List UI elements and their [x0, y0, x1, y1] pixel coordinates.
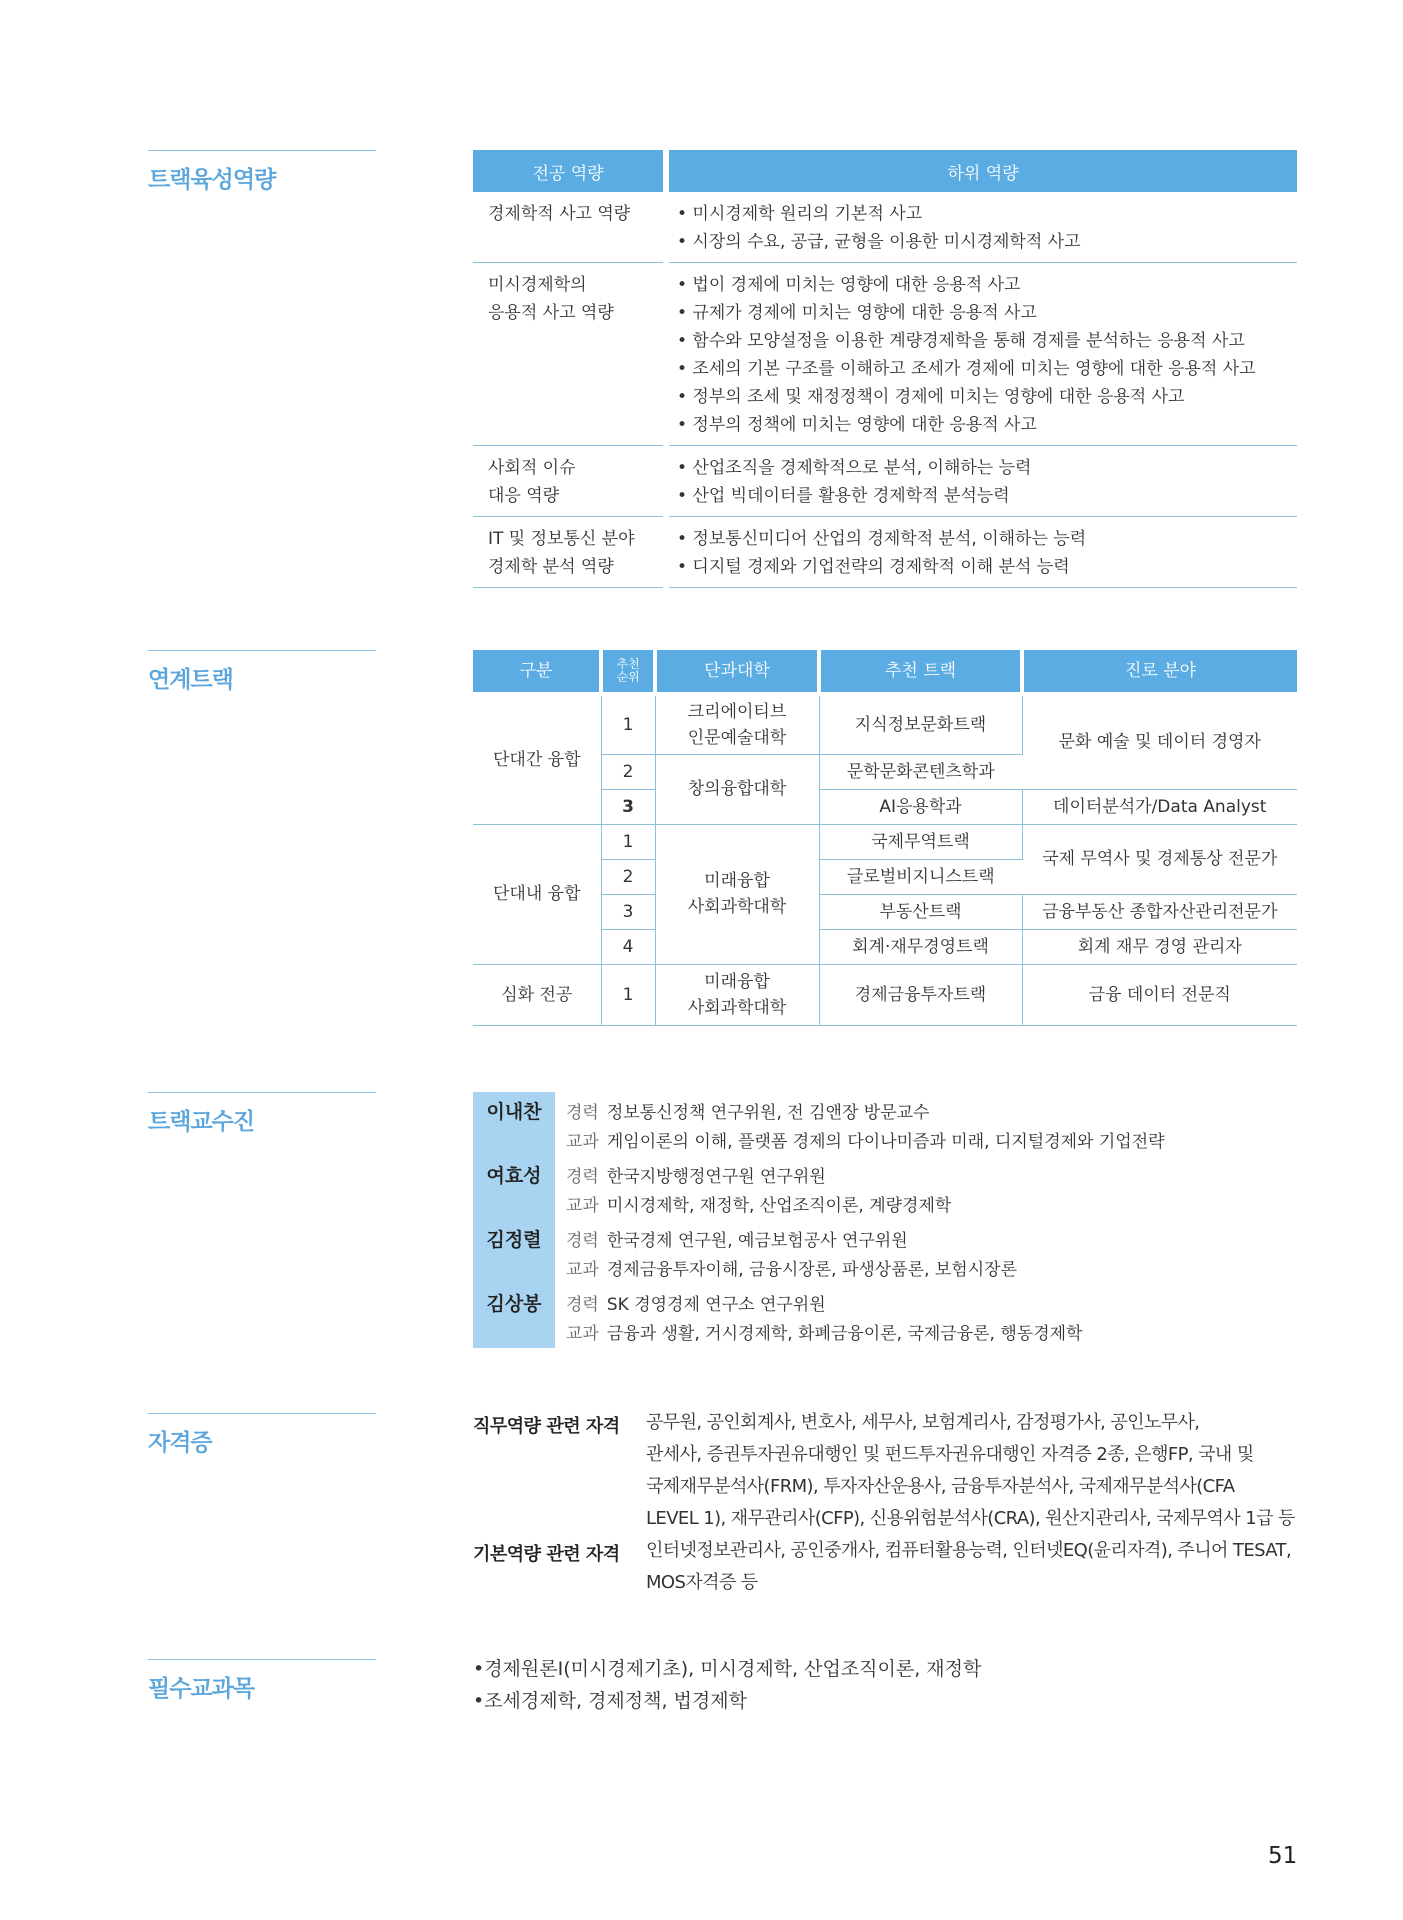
- competency-table: [473, 150, 1297, 588]
- job-certificate-label: 직무역량 관련 자격: [473, 1416, 620, 1437]
- faculty-courses: 교과 게임이론의 이해, 플랫폼 경제의 다이나미즘과 미래, 디지털경제와 기업전략: [566, 1132, 1165, 1152]
- sub-competency: • 함수와 모양설정을 이용한 계량경제학을 통해 경제를 분석하는 응용적 사고: [677, 331, 1245, 351]
- faculty-name: 이내찬: [486, 1101, 542, 1123]
- sub-competency: • 법이 경제에 미치는 영향에 대한 응용적 사고: [677, 275, 1021, 295]
- basic-certificate-label: 기본역량 관련 자격: [473, 1544, 620, 1565]
- table-row: [473, 517, 1297, 588]
- rank-cell: 4: [601, 929, 655, 964]
- faculty-career: 경력 한국경제 연구원, 예금보험공사 연구위원: [566, 1231, 908, 1251]
- list-item: •경제원론Ⅰ(미시경제기초), 미시경제학, 산업조직이론, 재정학: [473, 1658, 982, 1680]
- faculty-career: 경력 한국지방행정연구원 연구위원: [566, 1167, 826, 1187]
- faculty-courses: 교과 경제금융투자이해, 금융시장론, 파생상품론, 보험시장론: [566, 1260, 1017, 1280]
- track-cell: 문학문화콘텐츠학과: [819, 754, 1022, 789]
- rank-cell: 3: [601, 789, 655, 824]
- track-cell: 글로벌비지니스트랙: [819, 859, 1022, 894]
- faculty-name: 김상봉: [486, 1293, 542, 1315]
- sub-competency: • 미시경제학 원리의 기본적 사고: [677, 204, 923, 224]
- sub-competency: • 산업조직을 경제학적으로 분석, 이해하는 능력: [677, 458, 1032, 478]
- major-competency: 미시경제학의: [488, 275, 587, 295]
- career-cell: 데이터분석가/Data Analyst: [1022, 789, 1297, 824]
- major-competency: 경제학적 사고 역량: [488, 204, 631, 224]
- table-row: [473, 694, 1297, 754]
- major-competency: 경제학 분석 역량: [488, 557, 614, 577]
- linked-track-table: [473, 650, 1297, 1026]
- required-courses: [473, 1653, 981, 1717]
- basic-certificate-list: 인터넷정보관리사, 공인중개사, 컴퓨터활용능력, 인터넷EQ(윤리자격), 주니어 TESAT, MOS자격증 등: [646, 1540, 1292, 1593]
- college-cell: 크리에이티브 인문예술대학: [655, 694, 819, 754]
- career-cell: 금융부동산 종합자산관리전문가: [1022, 894, 1297, 929]
- table-row: [473, 446, 1297, 517]
- sub-competency: • 디지털 경제와 기업전략의 경제학적 이해 분석 능력: [677, 557, 1070, 577]
- header-rank: 추천 순위: [601, 650, 655, 694]
- track-cell: 국제무역트랙: [819, 824, 1022, 859]
- rank-cell: 2: [601, 754, 655, 789]
- track-cell: 경제금융투자트랙: [819, 964, 1022, 1025]
- career-cell: 국제 무역사 및 경제통상 전문가: [1022, 824, 1297, 894]
- faculty-career: 경력 SK 경영경제 연구소 연구위원: [566, 1295, 826, 1315]
- table-row: [473, 824, 1297, 859]
- table-row: [473, 964, 1297, 1025]
- rank-cell: 1: [601, 694, 655, 754]
- faculty-career: 경력 정보통신정책 연구위원, 전 김앤장 방문교수: [566, 1103, 930, 1123]
- rank-cell: 1: [601, 964, 655, 1025]
- faculty-courses: 교과 금융과 생활, 거시경제학, 화폐금융이론, 국제금융론, 행동경제학: [566, 1324, 1083, 1344]
- section-heading-competency: 트랙육성역량: [148, 150, 376, 194]
- header-track: 추천 트랙: [819, 650, 1022, 694]
- header-major-competency: 전공 역량: [473, 150, 666, 192]
- college-cell: 미래융합 사회과학대학: [655, 824, 819, 964]
- sub-competency: • 정보통신미디어 산업의 경제학적 분석, 이해하는 능력: [677, 529, 1087, 549]
- career-cell: 금융 데이터 전문직: [1022, 964, 1297, 1025]
- header-career: 진로 분야: [1022, 650, 1297, 694]
- sub-competency: • 산업 빅데이터를 활용한 경제학적 분석능력: [677, 486, 1010, 506]
- job-certificate-list: 공무원, 공인회계사, 변호사, 세무사, 보험계리사, 감정평가사, 공인노무사, 관세사, 증권투자권유대행인 및 펀드투자권유대행인 자격증 2종, 은행FP, 국내 및 국제재무분석사(FRM), 투자자산운용사, 금융투자분석사, 국제재무분석사(CFA LEVEL 1), 재무관리사(CFP), 신용위험분석사(CRA), 원산지관리사, 국제무역사 1급 등: [646, 1412, 1295, 1529]
- list-item: •조세경제학, 경제정책, 법경제학: [473, 1690, 747, 1712]
- rank-cell: 2: [601, 859, 655, 894]
- faculty-name: 김정렬: [486, 1229, 542, 1251]
- career-cell: 회계 재무 경영 관리자: [1022, 929, 1297, 964]
- track-cell: AI응용학과: [819, 789, 1022, 824]
- career-cell: 문화 예술 및 데이터 경영자: [1022, 694, 1297, 789]
- category-cell: 단대내 융합: [473, 824, 601, 964]
- major-competency: 대응 역량: [488, 486, 560, 506]
- college-cell: 창의융합대학: [655, 754, 819, 824]
- section-heading-required-courses: 필수교과목: [148, 1659, 376, 1703]
- section-heading-certificates: 자격증: [148, 1413, 376, 1457]
- header-sub-competency: 하위 역량: [666, 150, 1297, 192]
- sub-competency: • 시장의 수요, 공급, 균형을 이용한 미시경제학적 사고: [677, 232, 1081, 252]
- sub-competency: • 정부의 정책에 미치는 영향에 대한 응용적 사고: [677, 415, 1037, 435]
- category-cell: 단대간 융합: [473, 694, 601, 824]
- track-cell: 부동산트랙: [819, 894, 1022, 929]
- faculty-courses: 교과 미시경제학, 재정학, 산업조직이론, 계량경제학: [566, 1196, 952, 1216]
- table-row: [473, 192, 1297, 263]
- category-cell: 심화 전공: [473, 964, 601, 1025]
- header-college: 단과대학: [655, 650, 819, 694]
- major-competency: 사회적 이슈: [488, 458, 576, 478]
- faculty-name: 여효성: [486, 1165, 542, 1187]
- table-row: [473, 263, 1297, 446]
- rank-cell: 1: [601, 824, 655, 859]
- major-competency: 응용적 사고 역량: [488, 303, 614, 323]
- track-cell: 지식정보문화트랙: [819, 694, 1022, 754]
- sub-competency: • 정부의 조세 및 재정정책이 경제에 미치는 영향에 대한 응용적 사고: [677, 387, 1185, 407]
- rank-cell: 3: [601, 894, 655, 929]
- college-cell: 미래융합 사회과학대학: [655, 964, 819, 1025]
- sub-competency: • 규제가 경제에 미치는 영향에 대한 응용적 사고: [677, 303, 1037, 323]
- section-heading-linked-track: 연계트랙: [148, 650, 376, 694]
- page-number: 51: [1268, 1843, 1298, 1869]
- section-heading-faculty: 트랙교수진: [148, 1092, 376, 1136]
- major-competency: IT 및 정보통신 분야: [488, 529, 635, 549]
- sub-competency: • 조세의 기본 구조를 이해하고 조세가 경제에 미치는 영향에 대한 응용적 사고: [677, 359, 1256, 379]
- header-category: 구분: [473, 650, 601, 694]
- track-cell: 회계·재무경영트랙: [819, 929, 1022, 964]
